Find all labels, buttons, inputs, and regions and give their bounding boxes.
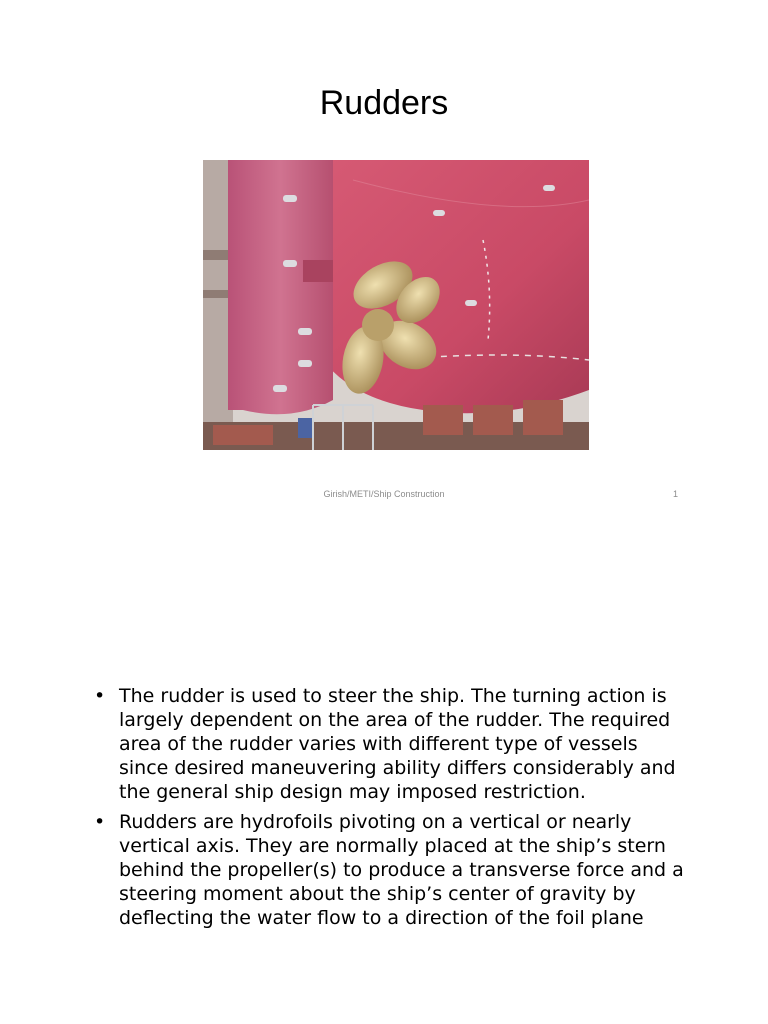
bullet-item [94,810,684,930]
bullet-item [94,684,684,804]
slide-footer: Girish/METI/Ship Construction [323,489,445,499]
slide-title: Rudders [319,84,449,122]
rudder-propeller-photo [203,160,589,450]
bullet-text: The rudder is used to steer the ship. The turning action is largely dependent on the area of the rudder. The required area of the rudder varies with different type of vessels since desired maneuvering ability differs considerably and the general ship design may imposed restriction. [119,685,676,803]
bullet-dot: • [94,811,106,833]
bullet-text: Rudders are hydrofoils pivoting on a vertical or nearly vertical axis. They are normally placed at the ship’s stern behind the propeller(s) to produce a transverse force and a steering moment about the ship’s center of gravity by deflecting the water flow to a direction of the foil plane [119,811,684,929]
bullet-list [94,684,684,936]
bullet-dot: • [94,685,106,707]
page-number: 1 [672,489,678,499]
